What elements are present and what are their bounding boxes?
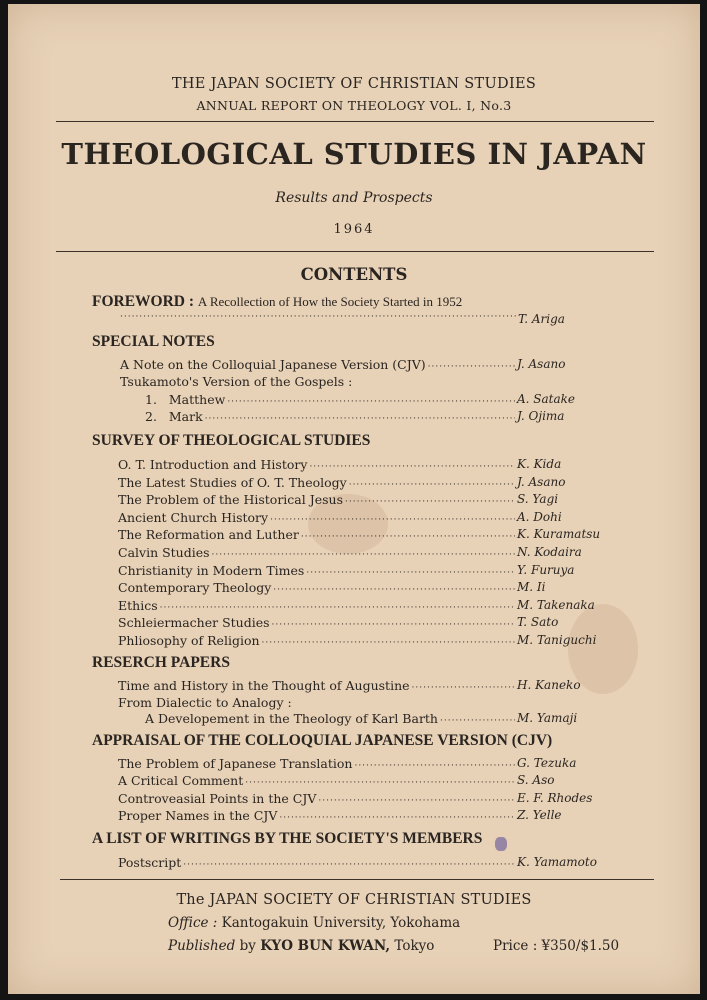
leader-dots <box>183 860 515 870</box>
publisher-city: Tokyo <box>394 938 435 954</box>
toc-title: A Developement in the Theology of Karl Barth <box>145 711 438 726</box>
leader-dots <box>306 568 515 578</box>
toc-author: H. Kaneko <box>517 678 581 692</box>
toc-title: Proper Names in the CJV <box>118 807 278 823</box>
toc-title: Ethics <box>118 597 158 613</box>
book-cover <box>8 4 700 994</box>
toc-author: Y. Furuya <box>517 562 575 577</box>
leader-dots <box>212 550 515 560</box>
toc-entry <box>118 773 555 790</box>
toc-entry <box>145 409 565 426</box>
foreword-heading <box>92 293 462 311</box>
section-heading-appraisal: APPRAISAL OF THE COLLOQUIAL JAPANESE VERSION (CJV) <box>92 732 553 749</box>
section-heading-research: RESERCH PAPERS <box>92 654 230 671</box>
foreword-title: A Recollection of How the Society Started in 1952 <box>197 294 463 309</box>
top-rule <box>56 121 654 122</box>
toc-author: G. Tezuka <box>517 756 577 770</box>
footer-society: The JAPAN SOCIETY OF CHRISTIAN STUDIES <box>176 892 532 908</box>
office-label: Office : <box>168 915 218 931</box>
toc-entry <box>118 678 581 695</box>
leader-dots <box>160 603 515 613</box>
footer-office <box>168 915 460 931</box>
published-by: by <box>239 938 256 954</box>
year: 1964 <box>333 222 375 237</box>
toc-entry <box>118 580 546 597</box>
toc-author: J. Asano <box>517 474 566 489</box>
toc-author: J. Ojima <box>517 409 565 423</box>
leader-dots <box>273 585 515 595</box>
toc-title: Time and History in the Thought of Augustine <box>118 678 410 693</box>
toc-author: M. Takenaka <box>517 597 595 612</box>
leader-dots <box>120 312 516 322</box>
toc-author: K. Yamamoto <box>517 855 597 869</box>
leader-dots <box>349 480 515 490</box>
contents-heading: CONTENTS <box>300 265 408 284</box>
toc-author: M. Taniguchi <box>517 633 597 647</box>
toc-author: K. Kuramatsu <box>517 527 601 542</box>
toc-title: Schleiermacher Studies <box>118 615 270 631</box>
toc-number: 1. <box>145 392 157 407</box>
leader-dots <box>354 761 515 771</box>
toc-title: Phliosophy of Religion <box>118 633 260 648</box>
subtitle: Results and Prospects <box>275 190 433 206</box>
toc-entry <box>145 392 576 409</box>
section-heading-survey: SURVEY OF THEOLOGICAL STUDIES <box>92 432 371 449</box>
section-heading-writings: A LIST OF WRITINGS BY THE SOCIETY'S MEMBERS <box>92 830 483 847</box>
publisher-name: KYO BUN KWAN, <box>260 938 391 954</box>
leader-dots <box>428 362 515 372</box>
toc-entry-title: From Dialectic to Analogy : <box>118 695 292 710</box>
page-title: THEOLOGICAL STUDIES IN JAPAN <box>61 137 647 171</box>
ink-mark <box>495 837 507 851</box>
leader-dots <box>270 515 515 525</box>
toc-title: Ancient Church History <box>118 509 269 525</box>
toc-title: A Note on the Colloquial Japanese Version (CJV) <box>120 357 426 372</box>
leader-dots <box>440 716 515 726</box>
toc-entry <box>118 457 562 474</box>
toc-entry <box>118 509 562 527</box>
toc-title: The Latest Studies of O. T. Theology <box>118 474 347 490</box>
footer-publisher <box>168 938 434 954</box>
leader-dots <box>301 532 515 542</box>
toc-entry <box>118 790 593 808</box>
toc-entry <box>118 562 575 580</box>
report-volume: ANNUAL REPORT ON THEOLOGY VOL. I, No.3 <box>196 98 512 113</box>
leader-dots <box>309 462 515 472</box>
toc-entry <box>118 527 601 544</box>
toc-title: Mark <box>168 409 203 424</box>
leader-dots <box>205 414 515 424</box>
toc-author: M. Yamaji <box>517 711 578 725</box>
foreword-author-line <box>118 312 565 329</box>
leader-dots <box>262 638 515 648</box>
toc-title: Christianity in Modern Times <box>118 562 305 578</box>
leader-dots <box>345 497 515 507</box>
published-label: Published <box>168 938 236 954</box>
foreword-label: FOREWORD : <box>92 293 195 310</box>
leader-dots <box>279 813 515 823</box>
leader-dots <box>412 683 515 693</box>
mid-rule <box>56 251 654 252</box>
toc-entry <box>145 711 578 728</box>
toc-title: Postscript <box>118 855 182 870</box>
toc-title: Controveasial Points in the CJV <box>118 790 317 806</box>
bottom-rule <box>60 879 654 880</box>
toc-entry-title: Tsukamoto's Version of the Gospels : <box>120 374 353 389</box>
toc-title: A Critical Comment <box>118 773 244 789</box>
price: Price : ¥350/$1.50 <box>493 938 620 954</box>
toc-author: N. Kodaira <box>517 545 582 559</box>
toc-title: Contemporary Theology <box>118 580 272 596</box>
toc-author: T. Sato <box>517 615 559 630</box>
toc-author: A. Satake <box>517 392 576 406</box>
toc-entry <box>118 807 562 825</box>
toc-author: K. Kida <box>517 457 562 471</box>
toc-entry <box>118 633 597 650</box>
toc-entry <box>118 597 595 615</box>
toc-entry <box>118 855 597 872</box>
toc-entry <box>118 545 582 562</box>
toc-author: J. Asano <box>517 357 566 371</box>
toc-entry <box>118 615 559 632</box>
section-heading-special-notes: SPECIAL NOTES <box>92 333 215 350</box>
leader-dots <box>245 778 515 788</box>
toc-title: O. T. Introduction and History <box>118 457 308 472</box>
toc-author: E. F. Rhodes <box>517 790 593 805</box>
toc-entry <box>118 492 559 509</box>
toc-entry <box>118 756 577 773</box>
toc-title: Calvin Studies <box>118 545 210 560</box>
office-value: Kantogakuin University, Yokohama <box>221 915 461 931</box>
toc-author: A. Dohi <box>517 509 562 524</box>
toc-title: The Problem of the Historical Jesus <box>118 492 344 508</box>
toc-title: The Problem of Japanese Translation <box>118 756 353 771</box>
toc-entry <box>118 474 566 492</box>
toc-entry <box>120 357 566 374</box>
leader-dots <box>272 620 515 630</box>
toc-title: The Reformation and Luther <box>118 527 299 543</box>
toc-author: T. Ariga <box>518 312 565 326</box>
leader-dots <box>318 796 515 806</box>
toc-author: Z. Yelle <box>517 807 562 822</box>
society-name: THE JAPAN SOCIETY OF CHRISTIAN STUDIES <box>171 76 537 92</box>
toc-author: M. Ii <box>517 580 546 595</box>
toc-title: Matthew <box>168 392 226 407</box>
toc-number: 2. <box>145 409 157 424</box>
toc-author: S. Yagi <box>517 492 559 507</box>
leader-dots <box>227 397 515 407</box>
toc-author: S. Aso <box>517 773 555 788</box>
